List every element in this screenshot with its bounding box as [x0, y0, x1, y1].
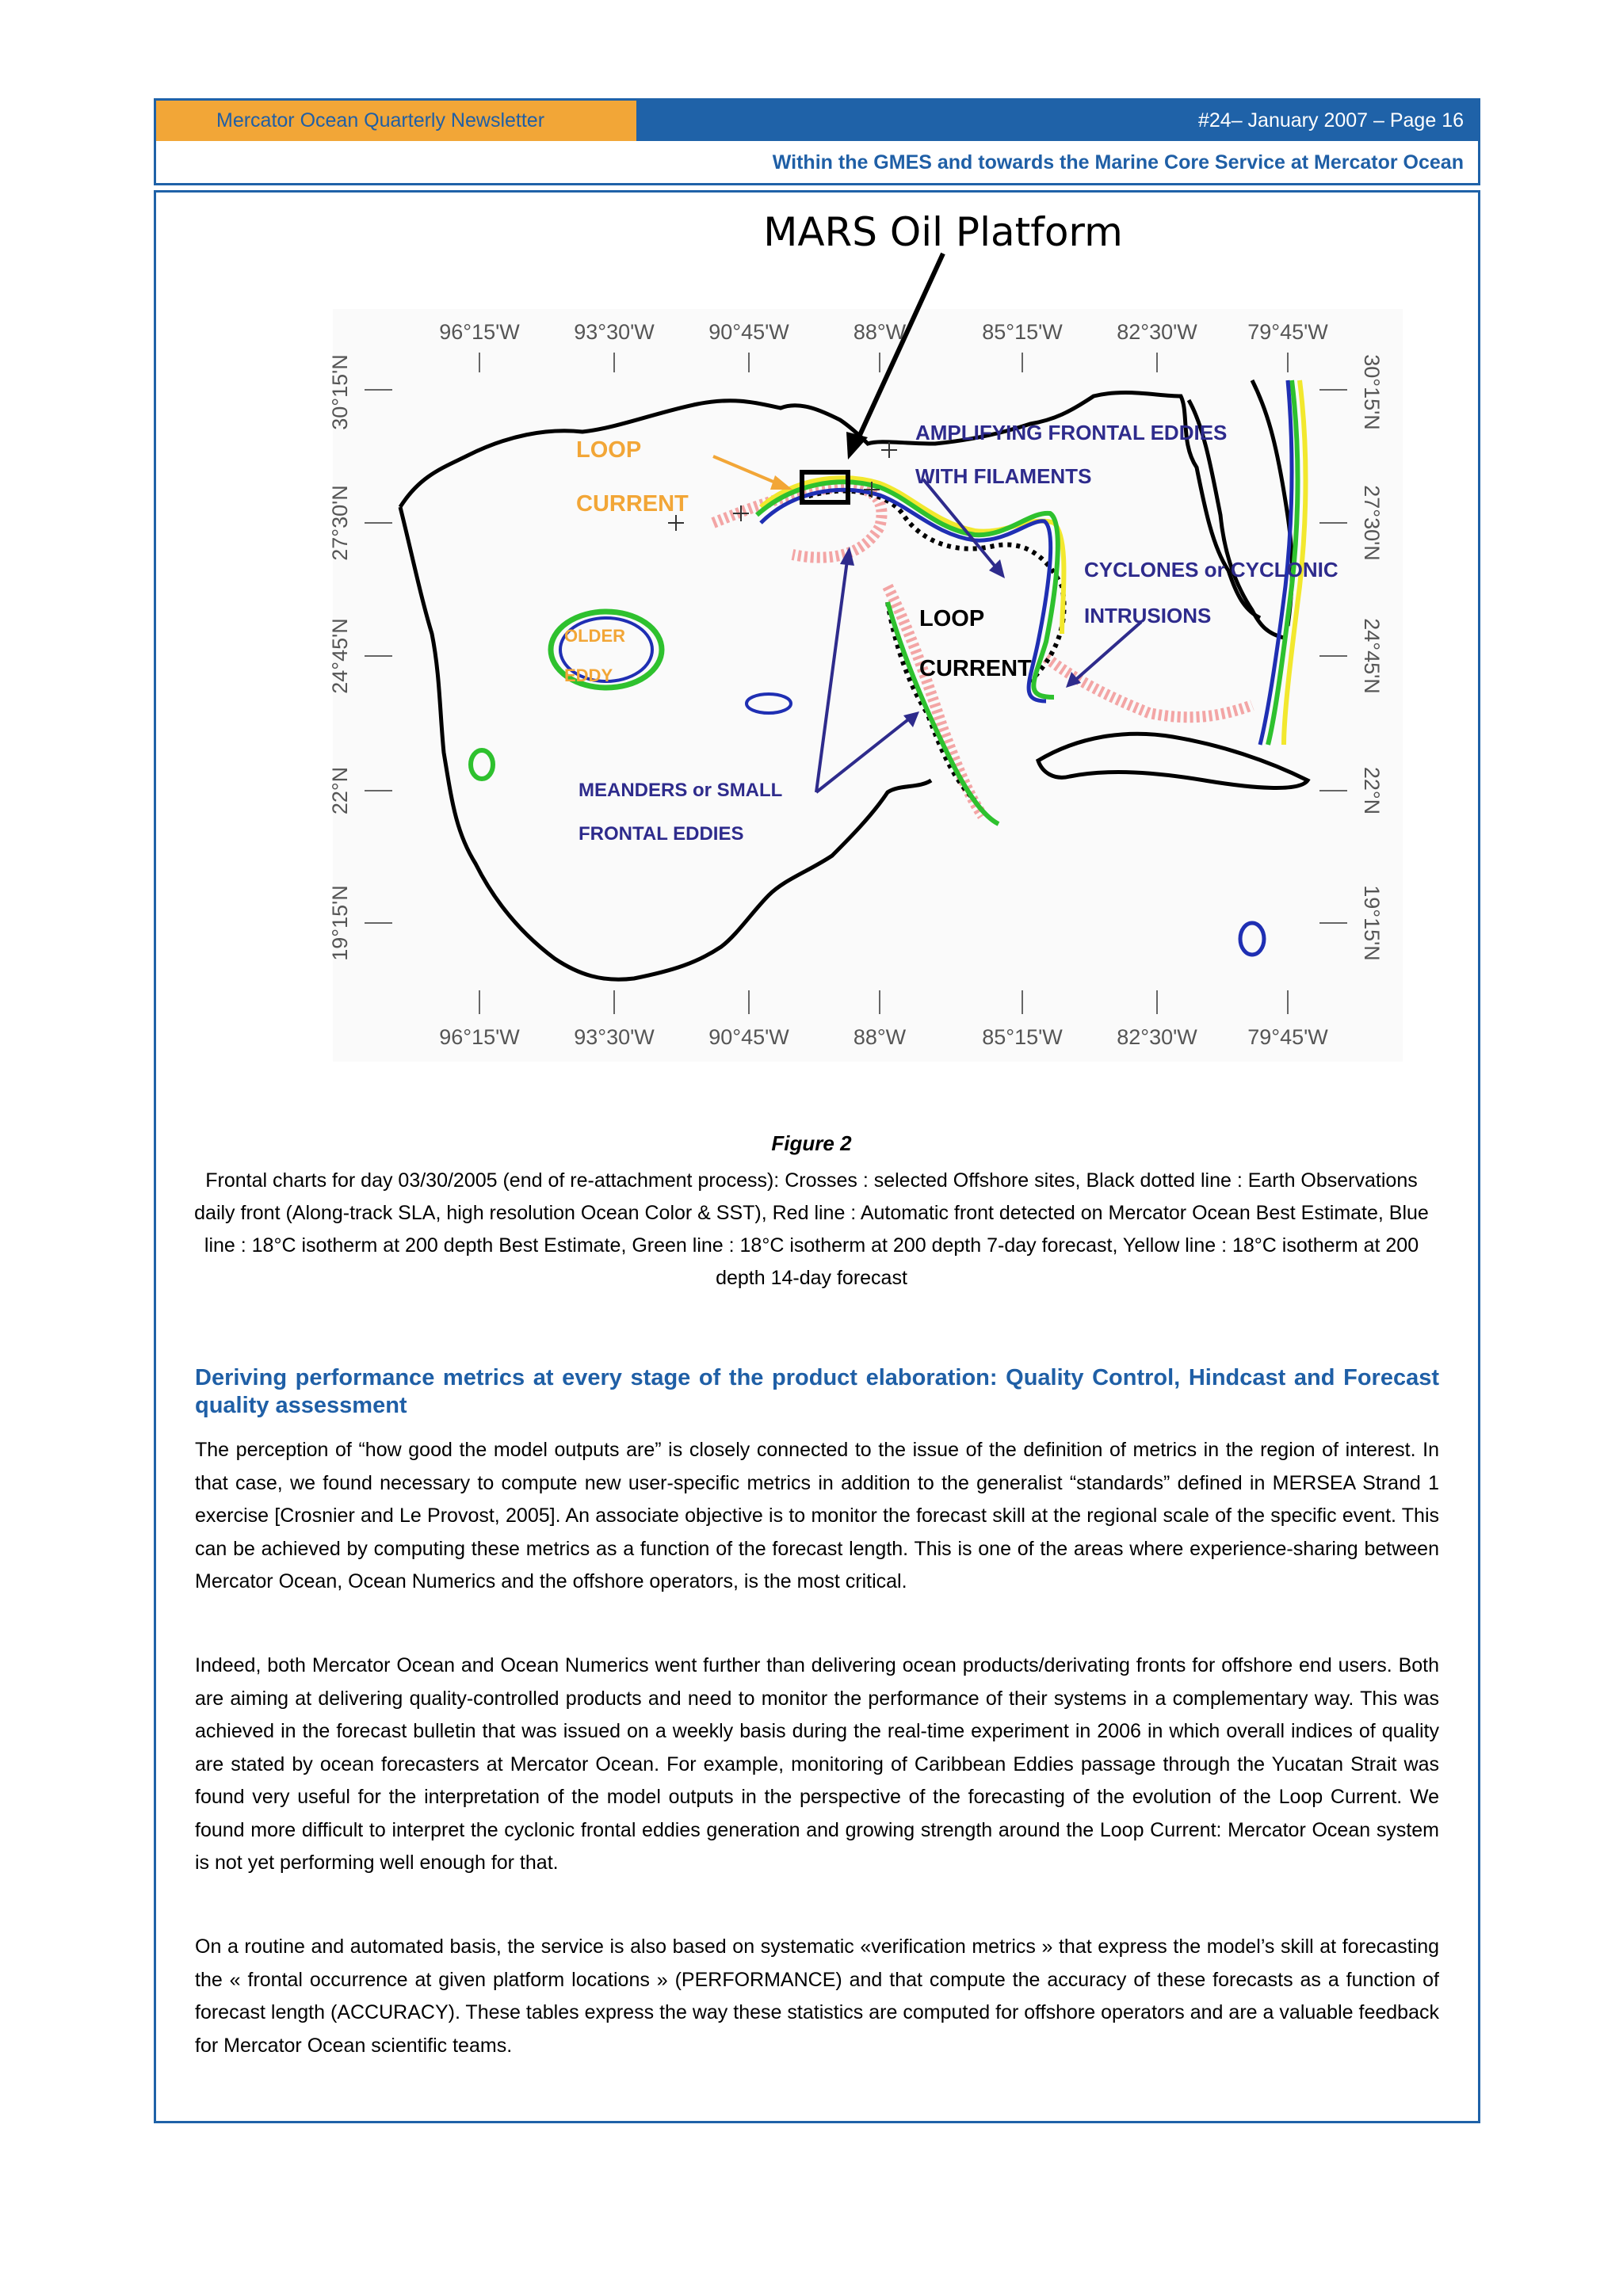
figure-caption-title: Figure 2	[771, 1131, 852, 1155]
paragraph: Indeed, both Mercator Ocean and Ocean Numerics went further than delivering ocean products/derivating fronts for offshore end users. Both are aiming at delivering quality-controlled products and need to monitor the performance of their systems in a complementary way. This was achieved in the forecast bulletin that was issued on a weekly basis during the real-time experiment in 2006 in which overall indices of quality are stated by ocean forecasters at Mercator Ocean. For example, monitoring of Caribbean Eddies passage through the Yucatan Strait was found very useful for the interpretation of the model outputs in the perspective of the forecasting of the evolution of the Loop Current. We found more difficult to interpret the cyclonic frontal eddies generation and growing strength around the Loop Current: Mercator Ocean system is not yet performing well enough for that.	[195, 1654, 1439, 1874]
figure-caption: Frontal charts for day 03/30/2005 (end of re-attachment process): Crosses : selected Offshore sites, Black dotted line : Earth Observations daily front (Along-track SLA, high resolution Ocean Color & SST), Red line : Automatic front detected on Mercator Ocean Best Estimate, Blue line : 18°C isotherm at 200 depth Best Estimate, Green line : 18°C isotherm at 200 depth 7-day forecast, Yellow line : 18°C isotherm at 200 depth 14-day forecast	[194, 1169, 1429, 1289]
lon-label: 82°30'W	[1117, 1025, 1197, 1049]
lat-label: 27°30'N	[328, 485, 352, 561]
lon-label: 79°45'W	[1247, 1025, 1328, 1049]
section-title: Deriving performance metrics at every stage of the product elaboration: Quality Control, Hindcast and Forecast quality assessment	[195, 1365, 1439, 1418]
lon-label: 88°W	[853, 320, 907, 344]
lon-label: 96°15'W	[439, 320, 520, 344]
lon-label: 93°30'W	[574, 1025, 655, 1049]
lon-label: 90°45'W	[708, 1025, 789, 1049]
intrusions-label: INTRUSIONS	[1084, 604, 1212, 627]
meanders-label: MEANDERS or SMALL	[579, 780, 783, 801]
with-filaments-label: WITH FILAMENTS	[915, 464, 1092, 488]
lat-label: 19°15'N	[1360, 885, 1384, 961]
lon-label: 93°30'W	[574, 320, 655, 344]
header-subtitle: Within the GMES and towards the Marine Core Service at Mercator Ocean	[772, 151, 1464, 174]
lat-label: 30°15'N	[328, 354, 352, 430]
lat-label: 24°45'N	[328, 618, 352, 694]
frontal-chart-figure	[0, 0, 1623, 1125]
newsletter-name: Mercator Ocean Quarterly Newsletter	[156, 101, 636, 141]
issue-page-label: #24– January 2007 – Page 16	[636, 101, 1478, 141]
lat-label: 24°45'N	[1360, 618, 1384, 694]
meanders-label-2: FRONTAL EDDIES	[579, 823, 744, 845]
loop-center-label: LOOP	[919, 606, 985, 631]
lat-label: 19°15'N	[328, 885, 352, 961]
lat-label: 27°30'N	[1360, 485, 1384, 561]
loop-current-label-2: CURRENT	[576, 491, 689, 517]
amplifying-label: AMPLIFYING FRONTAL EDDIES	[915, 421, 1228, 444]
lon-label: 90°45'W	[708, 320, 789, 344]
lon-label: 79°45'W	[1247, 320, 1328, 344]
lon-label: 85°15'W	[982, 1025, 1063, 1049]
loop-center-label-2: CURRENT	[919, 656, 1032, 681]
older-eddy-label-2: EDDY	[564, 666, 613, 685]
lat-label: 30°15'N	[1360, 354, 1384, 430]
lon-label: 96°15'W	[439, 1025, 520, 1049]
mars-platform-label: MARS Oil Platform	[763, 209, 1123, 255]
lon-label: 82°30'W	[1117, 320, 1197, 344]
lat-label: 22°N	[328, 766, 352, 815]
older-eddy-label: OLDER	[564, 626, 625, 646]
lon-label: 88°W	[853, 1025, 907, 1049]
loop-current-label: LOOP	[576, 437, 642, 463]
paragraph: On a routine and automated basis, the service is also based on systematic «verification metrics » that express the model’s skill at forecasting the « frontal occurrence at given platform locations » (PERFORMANCE) and that compute the accuracy of these forecasts as a function of forecast length (ACCURACY). These tables express the way these statistics are computed for offshore operators and are a valuable feedback for Mercator Ocean scientific teams.	[195, 1936, 1439, 2057]
lon-label: 85°15'W	[982, 320, 1063, 344]
lat-label: 22°N	[1360, 766, 1384, 815]
cyclones-label: CYCLONES or CYCLONIC	[1084, 558, 1338, 582]
paragraph: The perception of “how good the model outputs are” is closely connected to the issue of the definition of metrics in the region of interest. In that case, we found necessary to compute new user-specific metrics in addition to the generalist “standards” defined in MERSEA Strand 1 exercise [Crosnier and Le Provost, 2005]. An associate objective is to monitor the forecast skill at the regional scale of the specific event. This can be achieved by computing these metrics as a function of the forecast length. This is one of the areas where experience-sharing between Mercator Ocean, Ocean Numerics and the offshore operators, is the most critical.	[195, 1439, 1439, 1592]
